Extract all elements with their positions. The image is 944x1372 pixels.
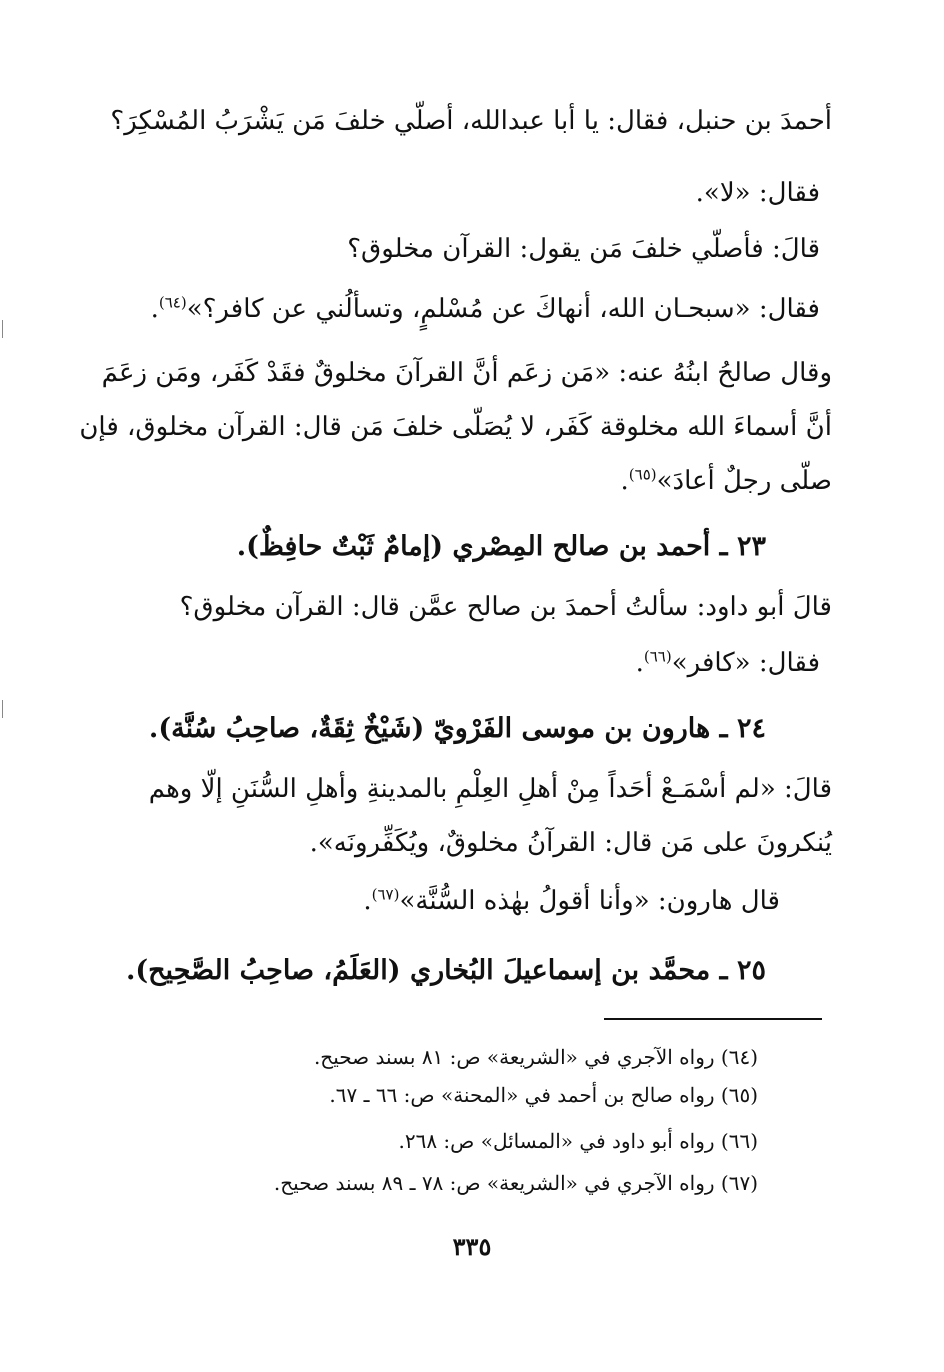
body-line — [363, 884, 780, 918]
footnote: (٦٥) رواه صالح بن أحمد في «المحنة» ص: ٦٦ ـ ٦٧. — [329, 1083, 758, 1107]
period: . — [635, 648, 644, 678]
section-heading-25: ٢٥ ـ محمَّد بن إسماعيلَ البُخاري (العَلَمُ، صاحِبُ الصَّحِيح). — [125, 955, 766, 986]
margin-mark — [2, 700, 3, 718]
body-text: فقال: «سبحـان الله، أنهاكَ عن مُسْلمٍ، وتسألُني عن كافر؟» — [186, 294, 820, 324]
body-line: قالَ أبو داود: سألتُ أحمدَ بن صالح عمَّن قال: القرآن مخلوق؟ — [179, 592, 832, 622]
body-line: فقال: «لا». — [695, 178, 820, 208]
footnote: (٦٤) رواه الآجري في «الشريعة» ص: ٨١ بسند صحيح. — [313, 1045, 758, 1069]
body-line — [621, 464, 832, 498]
body-line: أحمدَ بن حنبل، فقال: يا أبا عبدالله، أصلّي خلفَ مَن يَشْرَبُ المُسْكِرَ؟ — [110, 106, 832, 136]
footnote: (٦٦) رواه أبو داود في «المسائل» ص: ٢٦٨. — [398, 1129, 758, 1153]
body-line — [151, 292, 820, 326]
period: . — [363, 886, 372, 916]
footnote: (٦٧) رواه الآجري في «الشريعة» ص: ٧٨ ـ ٨٩ بسند صحيح. — [273, 1171, 758, 1195]
body-line: يُنكرونَ على مَن قال: القرآنُ مخلوقٌ، ويُكَفِّرونَه». — [309, 828, 832, 858]
period: . — [150, 294, 159, 324]
footnote-separator — [604, 1018, 822, 1020]
margin-mark — [2, 320, 3, 338]
body-text: قال هارون: «وأنا أقولُ بهٰذه السُّنَّة» — [399, 886, 780, 916]
body-line — [636, 646, 820, 680]
footnote-ref: (٦٦) — [643, 647, 672, 666]
footnote-ref: (٦٥) — [628, 465, 657, 484]
page-number: ٣٣٥ — [452, 1232, 492, 1261]
section-heading-24: ٢٤ ـ هارون بن موسى الفَرْويّ (شَيْخٌ ثِقَةٌ، صاحِبُ سُنَّة). — [148, 713, 766, 744]
period: . — [620, 466, 629, 496]
body-line: وقال صالحُ ابنُهُ عنه: «مَن زعَم أنَّ القرآنَ مخلوقٌ فقَدْ كَفَر، ومَن زعَمَ — [101, 358, 832, 388]
footnote-ref: (٦٧) — [371, 885, 400, 904]
footnote-ref: (٦٤) — [158, 293, 187, 312]
body-line: أنَّ أسماءَ الله مخلوقة كَفَر، لا يُصَلّى خلفَ مَن قال: القرآن مخلوق، فإن — [79, 412, 832, 442]
section-heading-23: ٢٣ ـ أحمد بن صالح المِصْري (إمامٌ ثَبْتٌ حافِظٌ). — [236, 531, 766, 562]
body-text: صلّى رجلٌ أعادَ» — [656, 466, 832, 496]
body-line: قالَ: «لم أسْمَـعْ أحَداً مِنْ أهلِ العِلْمِ بالمدينةِ وأهلِ السُّنَنِ إلّا وهم — [148, 774, 832, 804]
body-text: فقال: «كافر» — [671, 648, 820, 678]
body-line: قالَ: فأصلّي خلفَ مَن يقول: القرآن مخلوق؟ — [347, 234, 820, 264]
